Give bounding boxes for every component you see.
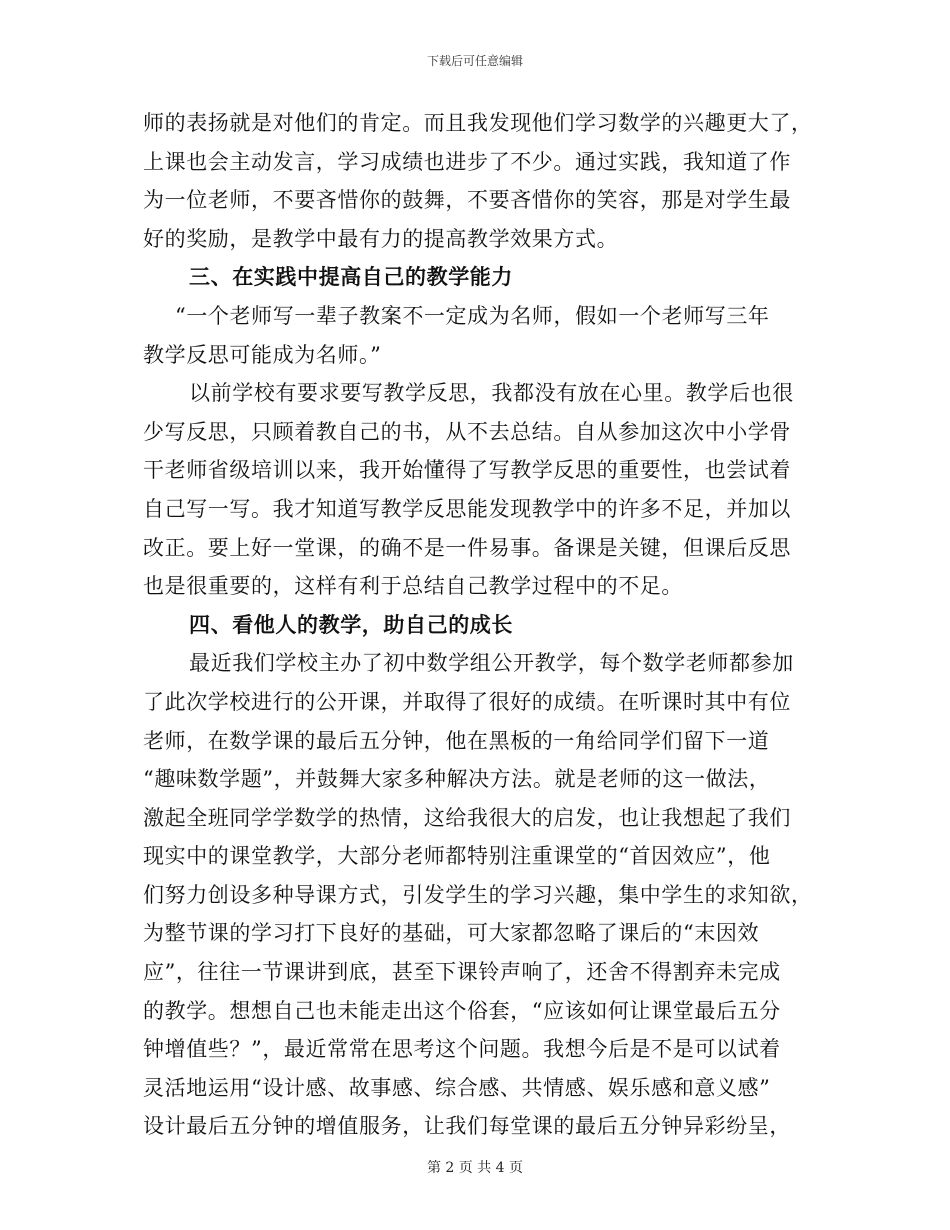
section-heading: 三、在实践中提高自己的教学能力: [189, 264, 513, 290]
text-line: 应”，往往一节课讲到底，甚至下课铃声响了，还舍不得割弃未完成: [143, 960, 781, 985]
text-line: 钟增值些？”，最近常常在思考这个问题。我想今后是不是可以试着: [143, 1037, 781, 1062]
text-line: 老师，在数学课的最后五分钟，他在黑板的一角给同学们留下一道: [143, 728, 770, 753]
text-line: 好的奖励，是教学中最有力的提高教学效果方式。: [143, 226, 619, 251]
text-line: 灵活地运用“设计感、故事感、综合感、共情感、娱乐感和意义感”: [143, 1075, 771, 1100]
text-line: 的教学。想想自己也未能走出这个俗套，“应该如何让课堂最后五分: [143, 998, 781, 1023]
text-line: 为一位老师，不要吝惜你的鼓舞，不要吝惜你的笑容，那是对学生最: [143, 188, 791, 213]
text-line: 改正。要上好一堂课，的确不是一件易事。备课是关键，但课后反思: [143, 535, 791, 560]
text-line: 上课也会主动发言，学习成绩也进步了不少。通过实践，我知道了作: [143, 149, 791, 174]
text-line: 为整节课的学习打下良好的基础，可大家都忽略了课后的“末因效: [143, 921, 760, 946]
text-line: 最近我们学校主办了初中数学组公开教学，每个数学老师都参加: [189, 651, 794, 676]
text-line: 设计最后五分钟的增值服务，让我们每堂课的最后五分钟异彩纷呈，: [143, 1114, 791, 1139]
page-header: 下载后可任意编辑: [426, 54, 523, 68]
text-line: 以前学校有要求要写教学反思，我都没有放在心里。教学后也很: [189, 381, 794, 406]
text-line: 也是很重要的，这样有利于总结自己教学过程中的不足。: [143, 574, 683, 599]
text-line: 教学反思可能成为名师。”: [143, 342, 382, 367]
section-heading: 四、看他人的教学，助自己的成长: [189, 611, 513, 637]
text-line: 师的表扬就是对他们的肯定。而且我发现他们学习数学的兴趣更大了，: [143, 111, 813, 135]
text-line: “一个老师写一辈子教案不一定成为名师，假如一个老师写三年: [175, 303, 770, 328]
text-line: 现实中的课堂教学，大部分老师都特别注重课堂的“首因效应”，他: [143, 844, 771, 869]
document-body: [143, 104, 813, 1146]
page-footer: 第 2 页 共 4 页: [426, 1160, 524, 1176]
text-line: 自己写一写。我才知道写教学反思能发现教学中的许多不足，并加以: [143, 496, 791, 521]
text-line: 激起全班同学学数学的热情，这给我很大的启发，也让我想起了我们: [143, 805, 791, 830]
text-line: “趣味数学题”，并鼓舞大家多种解决方法。就是老师的这一做法，: [143, 767, 771, 792]
text-line: 干老师省级培训以来，我开始懂得了写教学反思的重要性，也尝试着: [143, 458, 791, 483]
text-line: 了此次学校进行的公开课，并取得了很好的成绩。在听课时其中有位: [143, 689, 791, 714]
text-line: 少写反思，只顾着教自己的书，从不去总结。自从参加这次中小学骨: [143, 419, 791, 444]
text-line: 们努力创设多种导课方式，引发学生的学习兴趣，集中学生的求知欲，: [143, 882, 813, 907]
